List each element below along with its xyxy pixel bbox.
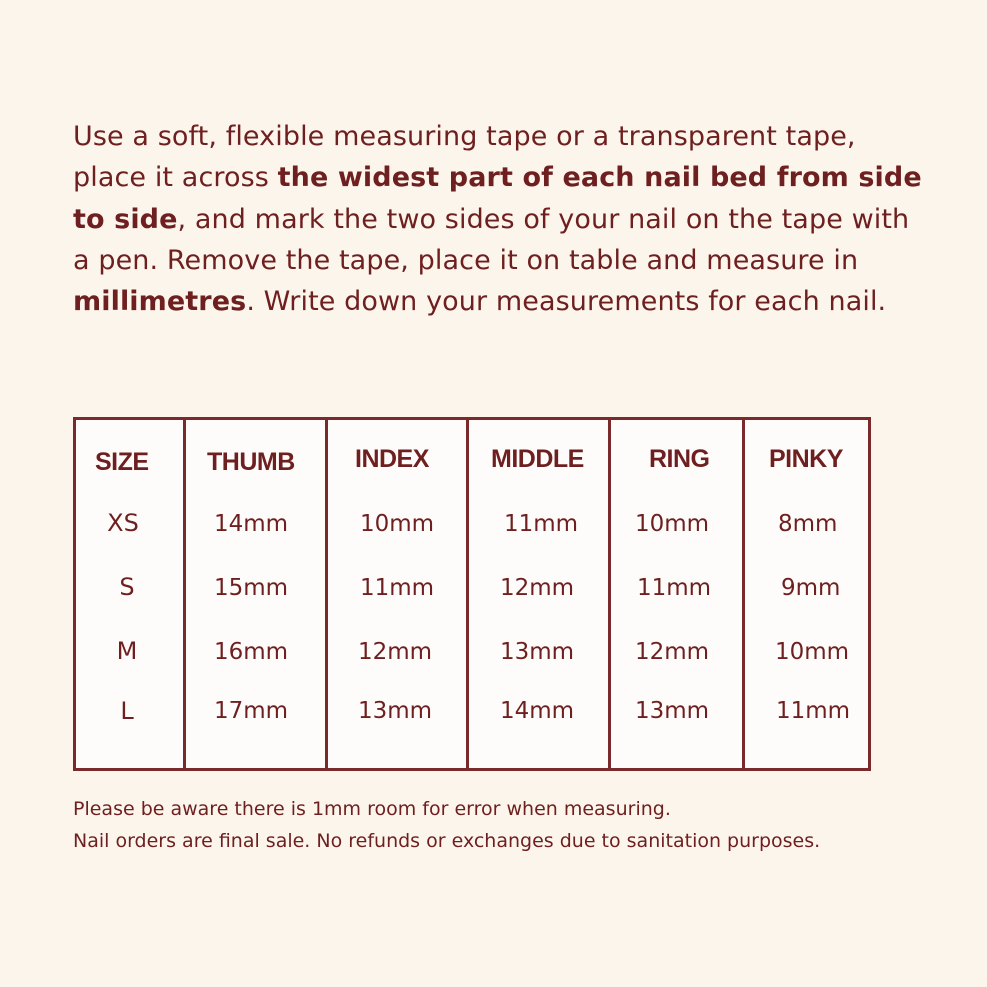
intro-text-2: , and mark the two sides of your nail on the tape with a pen. Remove the tape, place it on table and measure in xyxy=(73,203,910,276)
size-cell: L xyxy=(120,697,134,725)
column-divider xyxy=(183,420,186,768)
pinky-cell: 11mm xyxy=(776,698,851,724)
index-cell: 10mm xyxy=(360,511,435,537)
thumb-cell: 16mm xyxy=(214,639,289,665)
index-cell: 12mm xyxy=(358,639,433,665)
thumb-cell: 14mm xyxy=(214,511,289,537)
middle-cell: 13mm xyxy=(500,639,575,665)
column-divider xyxy=(742,420,745,768)
column-divider xyxy=(325,420,328,768)
notes xyxy=(73,793,820,857)
intro-bold-1: the widest part of each nail bed from side to side xyxy=(73,162,922,235)
index-cell: 13mm xyxy=(358,698,433,724)
size-cell: M xyxy=(116,637,138,665)
intro-paragraph xyxy=(73,116,933,322)
intro-text-1: Use a soft, flexible measuring tape or a transparent tape, place it across xyxy=(73,121,856,194)
column-divider xyxy=(466,420,469,768)
pinky-cell: 9mm xyxy=(781,575,841,601)
thumb-cell: 15mm xyxy=(214,575,289,601)
ring-cell: 12mm xyxy=(635,639,710,665)
header-pinky: PINKY xyxy=(769,445,843,473)
pinky-cell: 8mm xyxy=(778,511,838,537)
header-index: INDEX xyxy=(355,445,429,473)
index-cell: 11mm xyxy=(360,575,435,601)
header-size: SIZE xyxy=(95,448,149,476)
thumb-cell: 17mm xyxy=(214,698,289,724)
ring-cell: 13mm xyxy=(635,698,710,724)
intro-bold-2: millimetres xyxy=(73,286,247,318)
ring-cell: 11mm xyxy=(637,575,712,601)
error-note: Please be aware there is 1mm room for error when measuring. xyxy=(73,798,671,820)
pinky-cell: 10mm xyxy=(775,639,850,665)
intro-text-3: . Write down your measurements for each nail. xyxy=(246,286,887,318)
header-middle: MIDDLE xyxy=(491,445,584,473)
column-divider xyxy=(608,420,611,768)
size-cell: S xyxy=(119,573,135,601)
middle-cell: 14mm xyxy=(500,698,575,724)
header-thumb: THUMB xyxy=(207,448,295,476)
size-chart-table xyxy=(73,417,871,771)
ring-cell: 10mm xyxy=(635,511,710,537)
middle-cell: 11mm xyxy=(504,511,579,537)
header-ring: RING xyxy=(649,445,710,473)
final-sale-note: Nail orders are final sale. No refunds or exchanges due to sanitation purposes. xyxy=(73,830,821,852)
size-cell: XS xyxy=(107,509,139,537)
middle-cell: 12mm xyxy=(500,575,575,601)
